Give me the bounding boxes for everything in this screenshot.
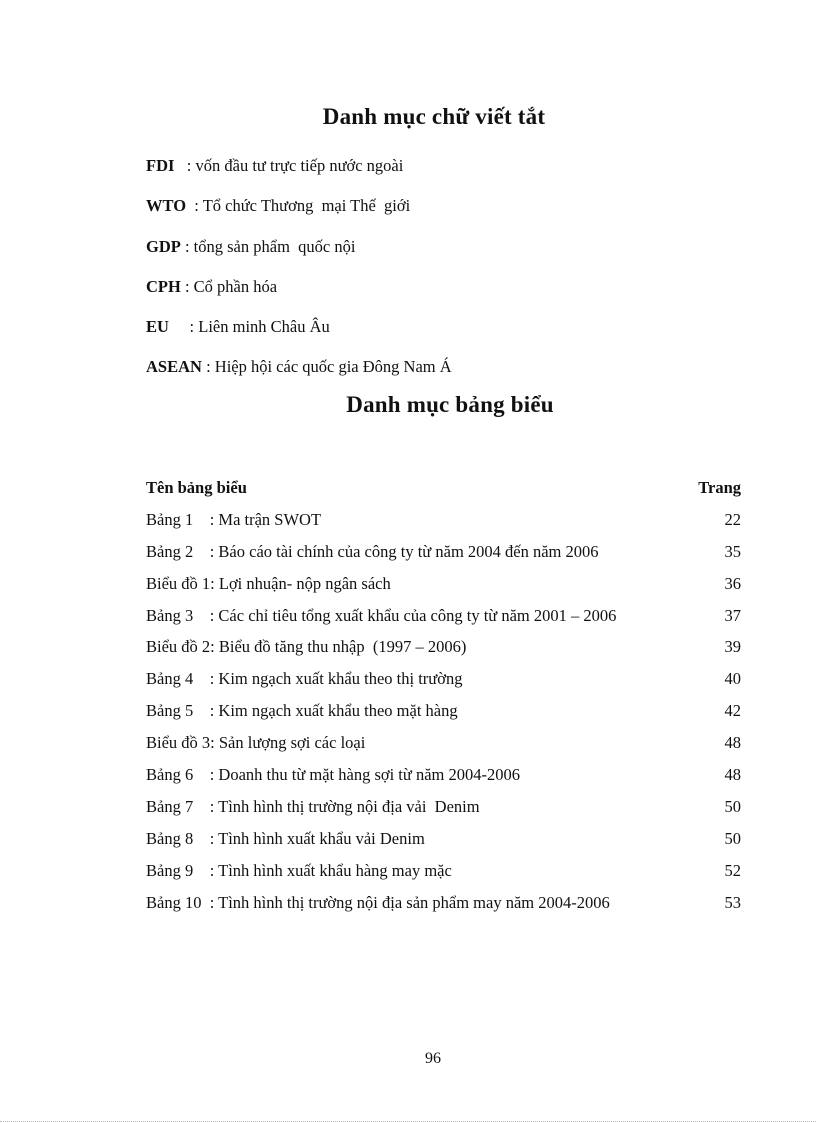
table-entry-name: Bảng 4 : Kim ngạch xuất khẩu theo thị trường [146,669,463,689]
table-entry-name: Bảng 5 : Kim ngạch xuất khẩu theo mặt hàng [146,701,458,721]
table-entry-page: 36 [724,573,741,593]
abbreviation-item [146,195,706,235]
table-entry-page: 40 [724,669,741,689]
table-entry-name: Bảng 6 : Doanh thu từ mặt hàng sợi từ năm 2004-2006 [146,765,520,785]
table-entry [146,541,741,573]
abbreviation-code: ASEAN [146,357,202,377]
table-entry-name: Biểu đồ 1: Lợi nhuận- nộp ngân sách [146,573,391,593]
tables-list-header [146,477,741,509]
abbreviation-code: EU [146,317,169,337]
abbreviation-code: CPH [146,276,181,296]
table-entry [146,605,741,637]
table-entry-name: Bảng 8 : Tình hình xuất khẩu vải Denim [146,828,425,848]
table-entry [146,636,741,668]
table-entry [146,732,741,764]
table-entry [146,700,741,732]
table-entry-page: 52 [724,860,741,880]
table-entry-page: 48 [724,733,741,753]
page-number: 96 [425,1050,441,1067]
table-entry-page: 53 [724,892,741,912]
table-entry-page: 50 [724,828,741,848]
abbreviation-code: GDP [146,236,181,256]
table-entry-page: 22 [724,509,741,529]
abbreviation-item [146,276,706,316]
header-page: Trang [698,478,741,497]
abbreviation-text: : tổng sản phẩm quốc nội [180,236,356,256]
table-entry-name: Biểu đồ 2: Biểu đồ tăng thu nhập (1997 – 2006) [146,637,467,657]
table-entry-name: Bảng 7 : Tình hình thị trường nội địa vải Denim [146,796,480,816]
table-entry-page: 39 [724,637,741,657]
table-entry-page: 48 [724,765,741,785]
table-entry-name: Bảng 3 : Các chỉ tiêu tổng xuất khẩu của công ty từ năm 2001 – 2006 [146,605,617,625]
table-entry [146,828,741,860]
table-entry-name: Bảng 2 : Báo cáo tài chính của công ty từ năm 2004 đến năm 2006 [146,541,599,561]
page-bottom-divider [0,1121,816,1122]
abbreviation-text: : vốn đầu tư trực tiếp nước ngoài [174,156,404,175]
abbreviations-title: Danh mục chữ viết tắt [322,104,546,129]
abbreviation-text: : Tổ chức Thương mại Thế giới [186,196,411,216]
abbreviation-code: WTO [146,196,187,216]
tables-list [146,477,741,923]
abbreviation-item [146,155,706,195]
table-entry [146,892,741,924]
table-entry [146,668,741,700]
table-entry-name: Bảng 9 : Tình hình xuất khẩu hàng may mặc [146,860,452,880]
abbreviation-item [146,236,706,276]
table-entry-page: 42 [724,701,741,721]
table-entry-name: Bảng 10 : Tình hình thị trường nội địa sản phẩm may năm 2004-2006 [146,892,610,912]
abbreviation-code: FDI [146,156,175,175]
abbreviation-item [146,316,706,356]
table-entry-page: 37 [724,605,741,625]
table-entry-page: 35 [724,541,741,561]
abbreviation-item [146,356,706,396]
tables-title: Danh mục bảng biểu [346,392,554,417]
table-entry [146,796,741,828]
table-entry [146,860,741,892]
abbreviations-list [146,155,706,397]
abbreviation-text: : Hiệp hội các quốc gia Đông Nam Á [201,357,452,377]
abbreviation-text: : Cổ phần hóa [180,276,278,296]
table-entry [146,573,741,605]
table-entry [146,764,741,796]
table-entry-page: 50 [724,796,741,816]
table-entry-name: Bảng 1 : Ma trận SWOT [146,509,322,529]
header-name: Tên bảng biểu [146,478,247,497]
table-entry [146,509,741,541]
abbreviation-text: : Liên minh Châu Âu [168,317,330,337]
table-entry-name: Biểu đồ 3: Sản lượng sợi các loại [146,733,366,753]
